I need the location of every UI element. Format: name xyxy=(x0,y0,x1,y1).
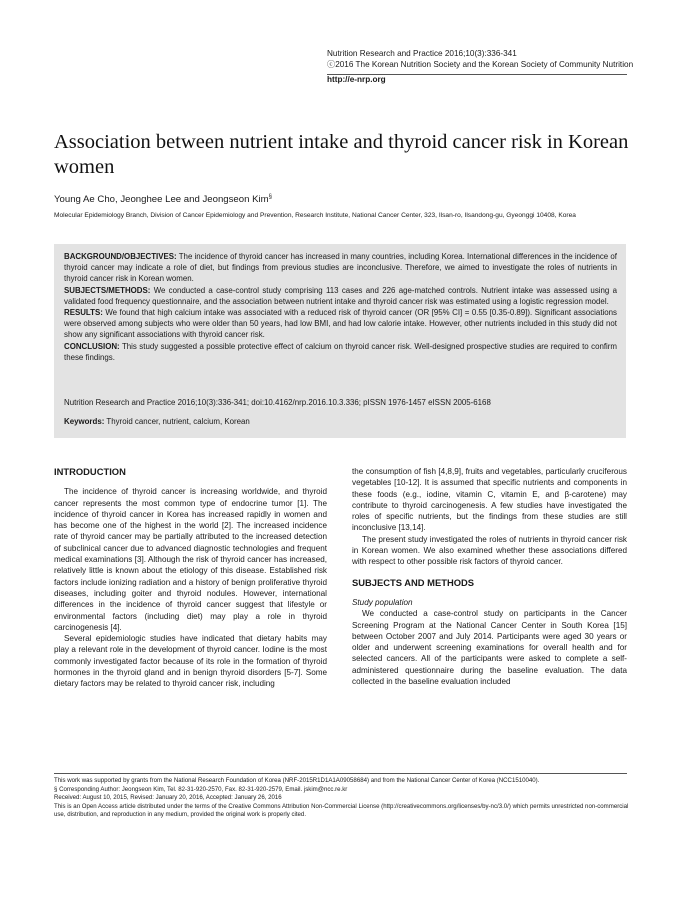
background-text: The incidence of thyroid cancer has increased in many countries, including Korea. International differences in the incidence of thyroid cancer may indicate a role of diet, but findings from previous studies are inconclusive. Therefore, we aimed to investigate the roles of nutrients in thyroid cancer risk in Korean women. xyxy=(64,252,617,284)
license-note: This is an Open Access article distributed under the terms of the Creative Commons Attribution Non-Commercial License (http://creativecommons.org/licenses/by-nc/3.0/) which permits unrestricted non-commercial use, distribution, and reproduction in any medium, provided the original work is properly cited. xyxy=(54,802,629,819)
keywords-label: Keywords: xyxy=(64,417,105,426)
article-title: Association between nutrient intake and thyroid cancer risk in Korean women xyxy=(54,131,629,178)
journal-citation: Nutrition Research and Practice 2016;10(3):336-341 xyxy=(327,49,517,58)
results-text: We found that high calcium intake was associated with a reduced risk of thyroid cancer (OR [95% CI] = 0.55 [0.35-0.89]). Significant associations were observed among subjects who were older than 50 years, had low BMI, and had low calorie intake. However, other nutrients included in this study did not show any significant associations with thyroid cancer risk. xyxy=(64,308,617,340)
right-column xyxy=(352,466,627,687)
header-rule xyxy=(327,74,627,75)
methods-label: SUBJECTS/METHODS: xyxy=(64,285,151,295)
intro-paragraph-1: The incidence of thyroid cancer is increasing worldwide, and thyroid cancer represents the most common type of endocrine tumor [1]. The incidence of thyroid cancer in Korea has increased rapidly in women and has become one of the highest in the world [2]. The increased incidence rate of thyroid cancer may be partially attributed to the increased detection of subclinical cancer due to advanced diagnostic technologies and frequent medical examinations [3]. Although the risk of thyroid cancer has increased, relatively little is known about the etiology of this disease. Established risk factors include ionizing radiation and a history of benign proliferative thyroid diseases, including goiter and thyroid nodules. However, international differences in the incidence of thyroid cancer suggest that lifestyle or environmental factors (including diet) may play a role in thyroid carcinogenesis [4]. xyxy=(54,487,327,632)
abstract-citation: Nutrition Research and Practice 2016;10(3):336-341; doi:10.4162/nrp.2016.10.3.336; pISSN 1976-1457 eISSN 2005-6168 xyxy=(64,398,491,407)
copyright-line: ⓒ2016 The Korean Nutrition Society and the Korean Society of Community Nutrition xyxy=(327,60,634,69)
background-label: BACKGROUND/OBJECTIVES: xyxy=(64,252,177,261)
intro-paragraph-3: The present study investigated the roles of nutrients in thyroid cancer risk in Korean women. We also examined whether these associations differed with respect to other possible risk factors of thyroid cancer. xyxy=(352,534,627,567)
methods-text: We conducted a case-control study comprising 113 cases and 226 age-matched controls. Nutrient intake was assessed using a validated food frequency questionnaire, and the association between nutrient intake and thyroid cancer risk was estimated using a logistic regression model. xyxy=(64,285,617,306)
abstract-text xyxy=(64,251,617,363)
journal-url-link[interactable]: http://e-nrp.org xyxy=(327,75,386,84)
author-names: Young Ae Cho, Jeonghee Lee and Jeongseon Kim xyxy=(54,194,269,206)
conclusion-text: This study suggested a possible protective effect of calcium on thyroid cancer risk. Well-designed prospective studies are required to confirm these findings. xyxy=(64,341,617,362)
intro-paragraph-2: Several epidemiologic studies have indicated that dietary habits may play a relevant role in the development of thyroid cancer. Iodine is the most commonly investigated factor because of its role in the formation of thyroid hormones in the thyroid gland and in benign thyroid disorders [5-7]. Some dietary factors may be related to thyroid cancer risk, including xyxy=(54,634,327,689)
dates-note: Received: August 10, 2015, Revised: January 20, 2016, Accepted: January 26, 2016 xyxy=(54,794,282,802)
corresponding-mark: § xyxy=(268,194,272,200)
methods-paragraph-1: We conducted a case-control study on participants in the Cancer Screening Program at the National Cancer Center in South Korea [15] between October 2007 and July 2014. Participants were aged 30 years or older and underwent screening examinations for overall health and for selected cancers. All of the participants were asked to complete a self-administered questionnaire during the baseline evaluation. The data collected in the baseline evaluation included xyxy=(352,609,627,687)
introduction-heading: INTRODUCTION xyxy=(54,466,126,477)
left-column xyxy=(54,466,327,690)
keywords-text: Thyroid cancer, nutrient, calcium, Korean xyxy=(106,417,250,426)
corresponding-note: § Corresponding Author: Jeongseon Kim, Tel. 82-31-920-2570, Fax. 82-31-920-2579, Email. jskim@ncc.re.kr xyxy=(54,785,348,793)
study-population-subheading: Study population xyxy=(352,597,413,607)
journal-header xyxy=(327,48,633,85)
footnotes xyxy=(54,777,634,820)
intro-paragraph-2-continued: the consumption of fish [4,8,9], fruits and vegetables, particularly cruciferous vegetables [10-12]. It is assumed that specific nutrients and components in these foods (e.g., iodine, vitamin C, vitamin E, and β-carotene) may contribute to thyroid carcinogenesis. A few studies have investigated the roles of specific nutrients, but the findings from these studies are still inconclusive [13,14]. xyxy=(352,467,627,533)
abstract-box xyxy=(54,244,626,438)
footnote-rule xyxy=(54,773,627,774)
results-label: RESULTS: xyxy=(64,308,103,318)
funding-note: This work was supported by grants from the National Research Foundation of Korea (NRF-2015R1D1A1A09058684) and from the National Cancer Center of Korea (NCC1510040). xyxy=(54,777,540,784)
keywords xyxy=(64,417,250,426)
conclusion-label: CONCLUSION: xyxy=(64,341,120,351)
author-list xyxy=(54,194,272,205)
methods-heading: SUBJECTS AND METHODS xyxy=(352,576,475,588)
affiliation: Molecular Epidemiology Branch, Division of Cancer Epidemiology and Prevention, Research Institute, National Cancer Center, 323, Ilsan-ro, Ilsandong-gu, Gyeonggi 10408, Korea xyxy=(54,212,576,219)
